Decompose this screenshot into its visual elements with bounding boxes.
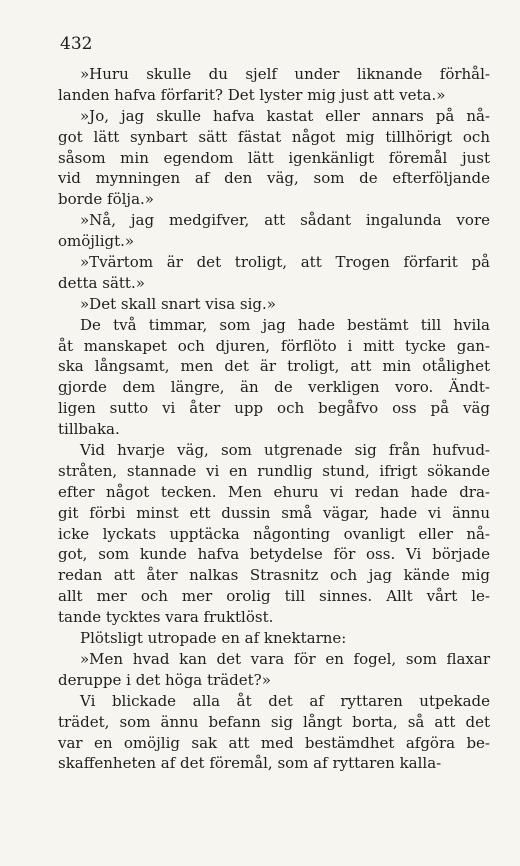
text-line: stråten, stannade vi en rundlig stund, ifrigt sökande [58,461,490,480]
text-line: »Det skall snart visa sig.» [80,294,276,313]
text-line: gjorde dem längre, än de verkligen voro. Ändt- [58,378,490,397]
text-line: git förbi minst ett dussin små vägar, hade vi ännu [58,503,490,522]
text-line: vid mynningen af den väg, som de efterföljande [58,169,490,188]
text-line: borde följa.» [58,190,154,209]
text-line: ligen sutto vi åter upp och begåfvo oss på väg [58,399,490,418]
text-line: ska långsamt, men det är troligt, att min otålighet [58,357,490,376]
text-line: tande tycktes vara fruktlöst. [58,608,274,627]
page-number: 432 [60,34,93,54]
text-line: got, som kunde hafva betydelse för oss. Vi började [58,545,490,564]
text-line: efter något tecken. Men ehuru vi redan hade dra- [58,482,490,501]
body-text [58,64,490,774]
text-line: deruppe i det höga trädet?» [58,670,271,689]
text-line: omöjligt.» [58,232,135,251]
text-line: Plötsligt utropade en af knektarne: [80,629,347,648]
text-line: »Huru skulle du sjelf under liknande förhål- [80,65,490,83]
text-line: »Tvärtom är det troligt, att Trogen förfarit på [80,253,490,272]
text-line: allt mer och mer orolig till sinnes. Allt vårt le- [58,587,490,606]
text-line: icke lyckats upptäcka någonting ovanligt eller nå- [58,524,490,543]
text-line: Vid hvarje väg, som utgrenade sig från hufvud- [80,441,490,460]
text-line: såsom min egendom lätt igenkänligt föremål just [58,148,490,167]
text-line: tillbaka. [58,420,120,439]
text-line: got lätt synbart sätt fästat något mig tillhörigt och [58,127,490,146]
text-line: Vi blickade alla åt det af ryttaren utpekade [80,691,490,710]
text-line: skaffenheten af det föremål, som af ryttaren kalla- [58,754,442,773]
text-line: åt manskapet och djuren, förflöto i mitt tycke gan- [58,336,490,355]
text-line: landen hafva förfarit? Det lyster mig just att veta.» [58,85,446,104]
text-line: redan att åter nalkas Strasnitz och jag kände mig [58,566,490,585]
text-line: »Jo, jag skulle hafva kastat eller annars på nå- [80,106,490,125]
text-line: detta sätt.» [58,273,145,292]
text-line: De två timmar, som jag hade bestämt till hvila [80,315,490,334]
text-line: trädet, som ännu befann sig långt borta, så att det [58,712,490,731]
text-line: »Men hvad kan det vara för en fogel, som flaxar [80,649,490,668]
text-line: var en omöjlig sak att med bestämdhet afgöra be- [58,733,490,752]
text-line: »Nå, jag medgifver, att sådant ingalunda vore [80,211,490,230]
